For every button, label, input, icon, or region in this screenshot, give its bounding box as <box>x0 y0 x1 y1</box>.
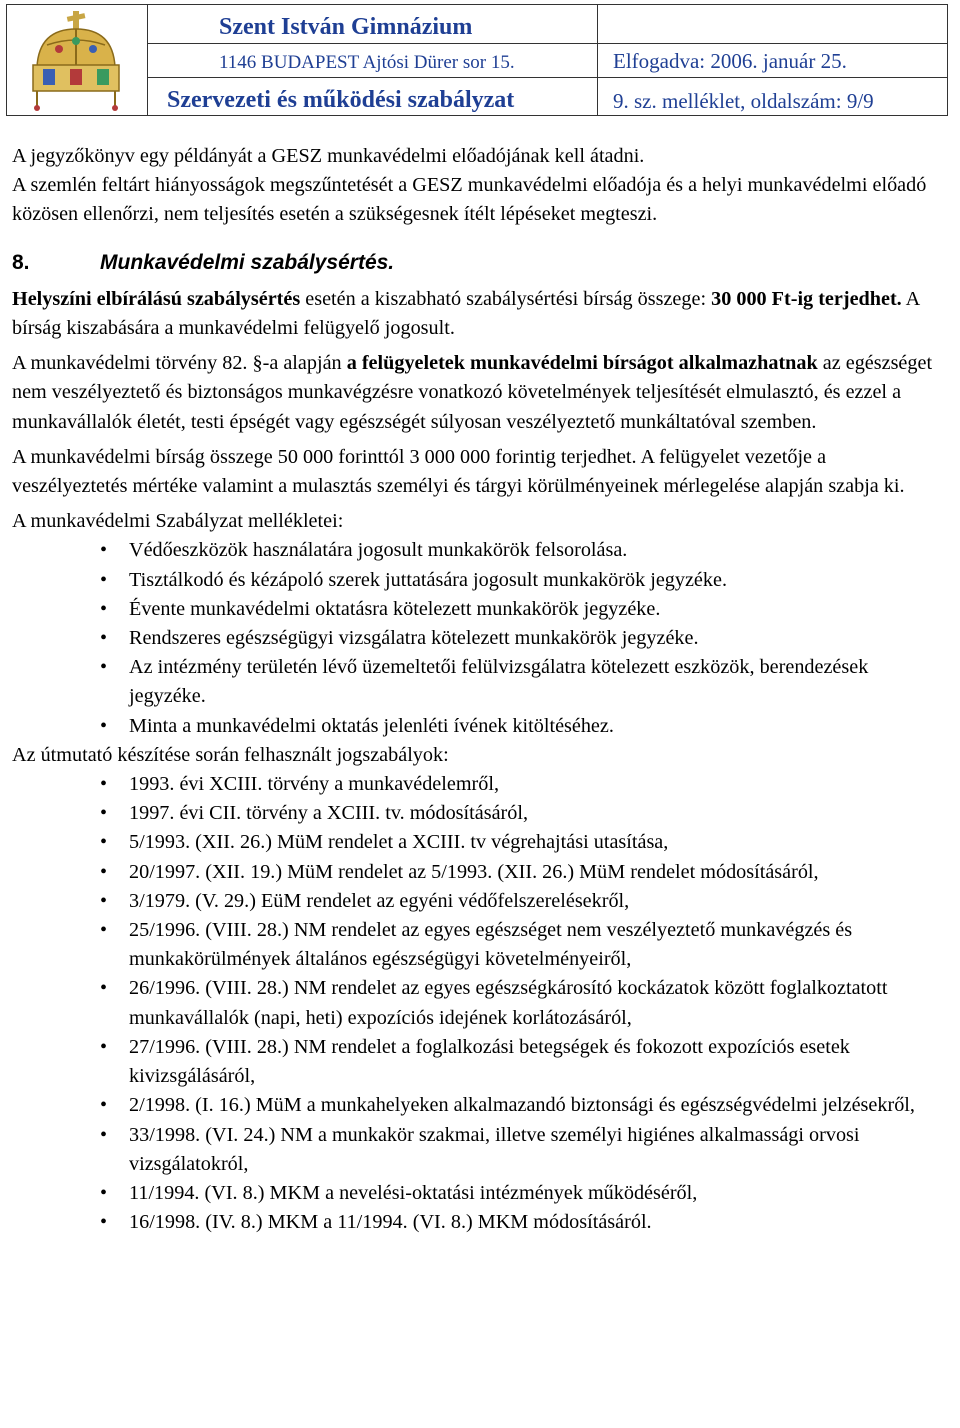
list-item: • 20/1997. (XII. 19.) MüM rendelet az 5/1993. (XII. 26.) MüM rendelet módosításáról, <box>12 858 942 887</box>
text: az egészséget nem veszélyeztető és biztonságos munkavégzésre vonatkozó követelmények teljesítését elmulasztó, és ezzel a munkavállalók életét, testi épségét vagy egészségét súlyosan veszélyeztető munkáltatóval szemben. <box>12 352 933 433</box>
list-item: • 16/1998. (IV. 8.) MKM a 11/1994. (VI. 8.) MKM módosításáról. <box>12 1208 942 1237</box>
list-item: • Tisztálkodó és kézápoló szerek juttatására jogosult munkakörök jegyzéke. <box>12 566 942 595</box>
list-item: • 5/1993. (XII. 26.) MüM rendelet a XCIII. tv végrehajtási utasítása, <box>12 828 942 857</box>
list-item: • 1997. évi CII. törvény a XCIII. tv. módosításáról, <box>12 799 942 828</box>
list-item: • 1993. évi XCIII. törvény a munkavédelemről, <box>12 770 942 799</box>
section-title: Munkavédelmi szabálysértés. <box>100 250 395 274</box>
text: A bírság kiszabására a munkavédelmi felügyelő jogosult. <box>12 287 920 340</box>
paragraph <box>12 285 942 343</box>
school-name: Szent István Gimnázium <box>219 14 473 40</box>
list-item: • Védőeszközök használatára jogosult munkakörök felsorolása. <box>12 536 942 565</box>
document-header <box>6 4 948 116</box>
school-address: 1146 BUDAPEST Ajtósi Dürer sor 15. <box>219 52 515 73</box>
laws-intro: Az útmutató készítése során felhasznált jogszabályok: <box>12 743 449 766</box>
text: esetén a kiszabható szabálysértési bírság összege: <box>300 287 712 310</box>
list-item: • 3/1979. (V. 29.) EüM rendelet az egyéni védőfelszerelésekről, <box>12 887 942 916</box>
header-divider-1 <box>147 43 947 44</box>
paragraph <box>12 349 942 437</box>
bold-text: 30 000 Ft-ig terjedhet. <box>711 287 902 310</box>
approval-date: Elfogadva: 2006. január 25. <box>613 49 847 73</box>
paragraph: A munkavédelmi bírság összege 50 000 forinttól 3 000 000 forintig terjedhet. A felügyelet vezetője a veszélyeztetés mértéke valamint a mulasztás személyi és tárgyi körülményeinek mérlegelése alapján szabja ki. <box>12 445 905 498</box>
text: A munkavédelmi törvény 82. §-a alapján <box>12 352 347 375</box>
logo-cell <box>7 5 148 115</box>
paragraph: A szemlén feltárt hiányosságok megszűntetését a GESZ munkavédelmi előadója és a helyi munkavédelmi előadó közösen ellenőrzi, nem teljesítés esetén a szükségesnek ítélt lépéseket megteszi. <box>12 174 927 226</box>
list-item: • 11/1994. (VI. 8.) MKM a nevelési-oktatási intézmények működéséről, <box>12 1179 942 1208</box>
bold-text: Helyszíni elbírálású szabálysértés <box>12 287 301 310</box>
laws-list <box>12 770 942 1237</box>
appendix-page-info: 9. sz. melléklet, oldalszám: 9/9 <box>613 89 874 113</box>
annex-intro: A munkavédelmi Szabályzat mellékletei: <box>12 510 344 533</box>
list-item: • Minta a munkavédelmi oktatás jelenléti ívének kitöltéséhez. <box>12 712 942 741</box>
section-number: 8. <box>12 250 30 274</box>
list-item: • 26/1996. (VIII. 28.) NM rendelet az egyes egészségkárosító kockázatok között foglalkoztatott munkavállalók (napi, heti) expozíciós idejének korlátozásáról, <box>12 974 942 1032</box>
list-item: • 27/1996. (VIII. 28.) NM rendelet a foglalkozási betegségek és fokozott expozíciós esetek kivizsgálásáról, <box>12 1033 942 1091</box>
list-item: • 25/1996. (VIII. 28.) NM rendelet az egyes egészséget nem veszélyeztető munkavégzés és munkakörülmények általános egészségügyi követelményeiről, <box>12 916 942 974</box>
annex-list <box>12 536 942 740</box>
list-item: • Évente munkavédelmi oktatásra kötelezett munkakörök jegyzéke. <box>12 595 942 624</box>
bold-text: a felügyeletek munkavédelmi bírságot alkalmazhatnak <box>346 352 818 375</box>
list-item: • 2/1998. (I. 16.) MüM a munkahelyeken alkalmazandó biztonsági és egészségvédelmi jelzésekről, <box>12 1091 942 1120</box>
list-item: • Rendszeres egészségügyi vizsgálatra kötelezett munkakörök jegyzéke. <box>12 624 942 653</box>
section-heading <box>12 248 942 277</box>
list-item: • Az intézmény területén lévő üzemeltetői felülvizsgálatra kötelezett eszközök, berendezések jegyzéke. <box>12 653 942 711</box>
document-title: Szervezeti és működési szabályzat <box>167 87 515 113</box>
paragraph: A jegyzőkönyv egy példányát a GESZ munkavédelmi előadójának kell átadni. <box>12 145 645 167</box>
list-item: • 33/1998. (VI. 24.) NM a munkakör szakmai, illetve személyi higiénes alkalmassági orvosi vizsgálatokról, <box>12 1121 942 1179</box>
header-divider-2 <box>147 77 947 78</box>
document-body <box>12 142 942 1237</box>
header-divider-vertical <box>597 5 598 115</box>
holy-crown-icon <box>7 5 147 115</box>
